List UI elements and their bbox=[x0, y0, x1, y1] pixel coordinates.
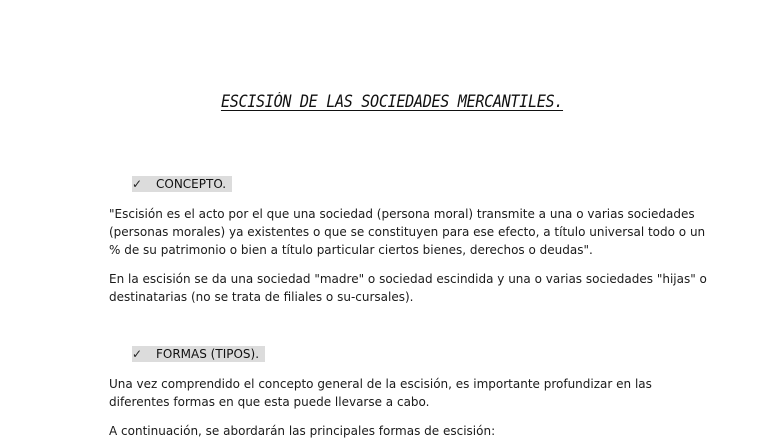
section-heading-label: CONCEPTO. bbox=[156, 177, 227, 191]
section-heading-formas bbox=[132, 344, 265, 364]
document-title: ESCISIÓN DE LAS SOCIEDADES MERCANTILES. bbox=[220, 92, 564, 111]
paragraph-line: % de su patrimonio o bien a título particular ciertos bienes, derechos o deudas". bbox=[109, 243, 593, 257]
paragraph-line: (personas morales) ya existentes o que se constituyen para ese efecto, a título universal todo o un bbox=[109, 225, 706, 239]
checkmark-icon: ✓ bbox=[132, 177, 143, 191]
section-heading-highlight bbox=[132, 176, 232, 192]
paragraph-line: En la escisión se da una sociedad "madre" o sociedad escindida y una o varias sociedades "hijas" o bbox=[109, 272, 707, 286]
paragraph-line: "Escisión es el acto por el que una sociedad (persona moral) transmite a una o varias sociedades bbox=[109, 207, 695, 221]
section-heading-label: FORMAS (TIPOS). bbox=[156, 347, 260, 361]
paragraph-line: Una vez comprendido el concepto general de la escisión, es importante profundizar en las bbox=[109, 377, 652, 391]
paragraph-line: destinatarias (no se trata de filiales o su-cursales). bbox=[109, 290, 414, 304]
section-heading-highlight bbox=[132, 346, 265, 362]
section-heading-concepto bbox=[132, 174, 232, 194]
paragraph-madre-hijas bbox=[109, 270, 707, 306]
checkmark-icon: ✓ bbox=[132, 347, 143, 361]
paragraph-line: A continuación, se abordarán las principales formas de escisión: bbox=[109, 424, 496, 438]
paragraph-formas-list-intro bbox=[109, 422, 684, 440]
paragraph-line: diferentes formas en que esta puede llevarse a cabo. bbox=[109, 395, 430, 409]
paragraph-definition bbox=[109, 205, 706, 259]
paragraph-formas-intro bbox=[109, 375, 684, 411]
